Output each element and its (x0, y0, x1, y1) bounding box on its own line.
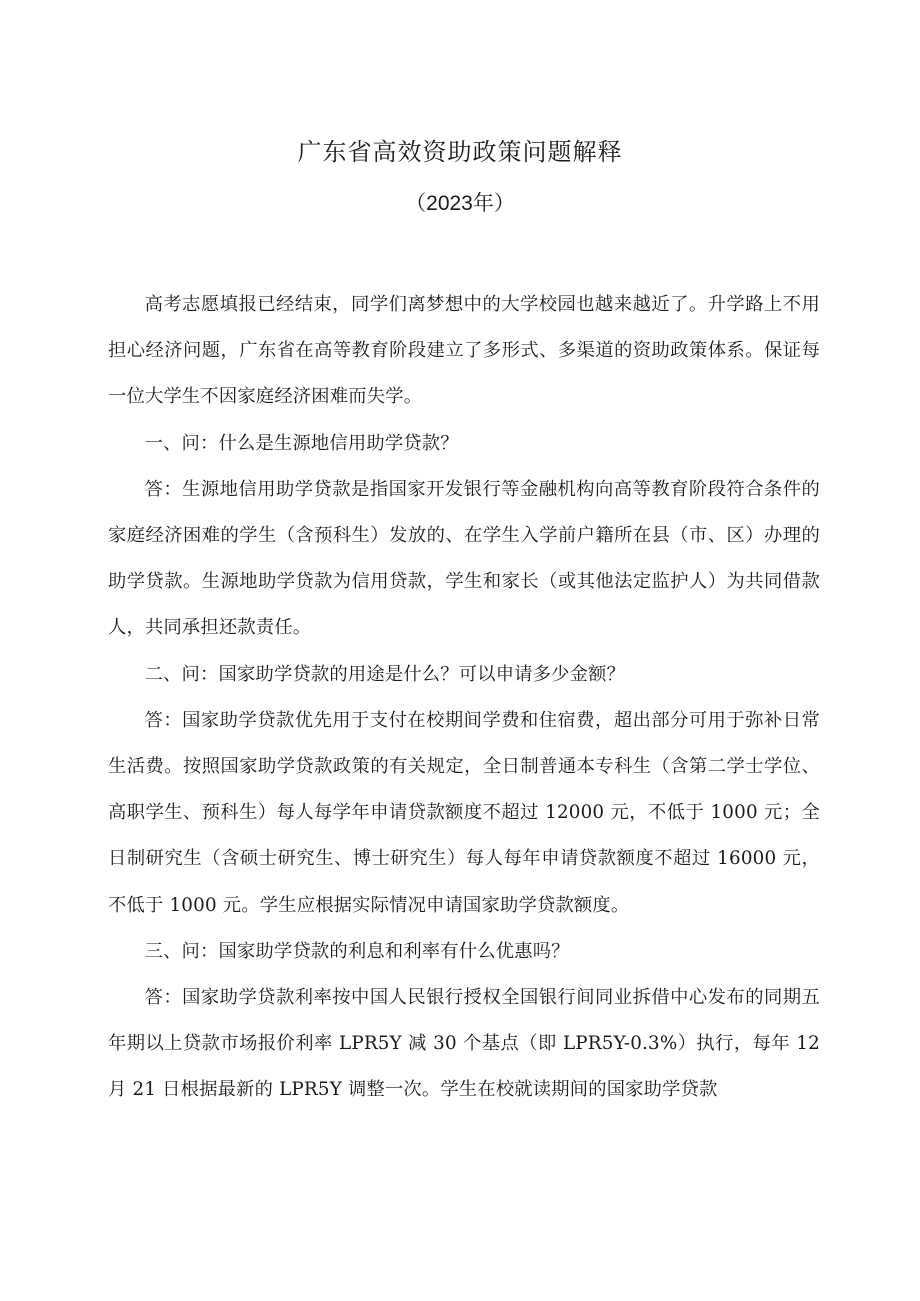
intro-paragraph: 高考志愿填报已经结束，同学们离梦想中的大学校园也越来越近了。升学路上不用担心经济问题，广东省在高等教育阶段建立了多形式、多渠道的资助政策体系。保证每一位大学生不因家庭经济困难而失学。 (108, 294, 820, 408)
answer-1-paragraph: 答：生源地信用助学贷款是指国家开发银行等金融机构向高等教育阶段符合条件的家庭经济困难的学生（含预科生）发放的、在学生入学前户籍所在县（市、区）办理的助学贷款。生源地助学贷款为信用贷款，学生和家长（或其他法定监护人）为共同借款人，共同承担还款责任。 (108, 478, 820, 639)
document-body (108, 282, 820, 1114)
question-2-heading: 二、问：国家助学贷款的用途是什么？可以申请多少金额？ (144, 663, 626, 685)
question-1-heading: 一、问：什么是生源地信用助学贷款？ (144, 432, 459, 454)
answer-2-paragraph: 答：国家助学贷款优先用于支付在校期间学费和住宿费，超出部分可用于弥补日常生活费。按照国家助学贷款政策的有关规定，全日制普通本专科生（含第二学士学位、高职学生、预科生）每人每学年申请贷款额度不超过 12000 元，不低于 1000 元；全日制研究生（含硕士研究生、博士研究生）每人每年申请贷款额度不超过 16000 元，不低于 1000 元。学生应根据实际情况申请国家助学贷款额度。 (108, 709, 820, 916)
page-title: 广东省高效资助政策问题解释 (297, 138, 623, 166)
answer-3-paragraph: 答：国家助学贷款利率按中国人民银行授权全国银行间同业拆借中心发布的同期五年期以上贷款市场报价利率 LPR5Y 减 30 个基点（即 LPR5Y-0.3%）执行，每年 12 月 21 日根据最新的 LPR5Y 调整一次。学生在校就读期间的国家助学贷款 (108, 987, 820, 1101)
page-subtitle-year: （2023年） (405, 192, 515, 215)
question-3-heading: 三、问：国家助学贷款的利息和利率有什么优惠吗？ (144, 940, 570, 962)
